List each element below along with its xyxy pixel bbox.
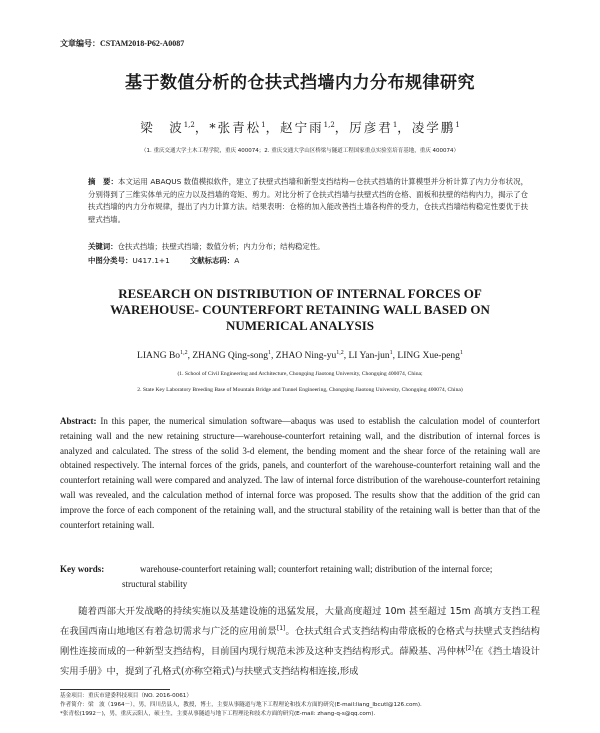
english-title: RESEARCH ON DISTRIBUTION OF INTERNAL FORCES OF WAREHOUSE- COUNTERFORT RETAINING WALL BASED ON NUMERICAL ANALYSIS [110,286,490,333]
abstract-text: 本文运用 ABAQUS 数值模拟软件，建立了扶壁式挡墙和新型支挡结构—仓扶式挡墙的计算模型并分析计算了内力分布状况，分别得到了三维实体单元的应力以及挡墙的弯矩、剪力。对比分析了仓扶式挡墙与扶壁式挡的仓格、面板和扶壁的结构内力，揭示了仓扶式挡墙的内力分布规律，提出了内力计算方法。结果表明：仓格的加入能改善挡土墙各构件的受力，仓扶式挡墙结构稳定性要优于扶壁式挡墙。 [88,177,528,224]
chinese-abstract [88,176,528,226]
author-affil-mark: 1 [268,350,272,356]
author-affil-mark: 1,2 [183,120,195,129]
author-name: ZHAO Ning-yu [275,351,337,362]
author-affil-mark: 1,2 [336,350,344,356]
class-number-label: 中图分类号： [88,256,133,265]
doc-code-label: 文献标志码： [189,256,235,265]
keywords-text: 仓扶式挡墙；扶壁式挡墙；数值分析；内力分布；结构稳定性。 [117,242,325,251]
abstract-label: 摘 要： [88,177,118,186]
keywords-label: 关键词： [88,242,118,251]
chinese-title: 基于数值分析的仓扶式挡墙内力分布规律研究 [125,73,475,93]
abstract-label: Abstract: [60,416,97,426]
affiliation-line-2: 2. State Key Laboratory Breeding Base of Mountain Bridge and Tunnel Engineering, Chongqing Jiaotong University, Chongqing 400074, China) [137,387,463,393]
english-affiliations [40,366,560,398]
abstract-text: In this paper, the numerical simulation software—abaqus was used to establish the calculation model of counterfort retaining wall and the new retaining structure—warehouse-counterfort retaining wall, and the distribution of internal forces is analyzed and calculated. The stress of the solid 3-d element, the bending moment and the shear force of the retaining wall are obtained respectively. The internal forces of the grids, panels, and counterfort of the warehouse-counterfort retaining wall and the counterfort retaining wall were compared and analyzed. The law of internal force distribution of the warehouse-counterfort retaining wall was revealed, and the calculation method of internal force was proposed. The results show that the addition of the grid can improve the force of each component of the retaining wall, and the structural stability of the retaining wall is better than that of the counterfort retaining wall. [60,416,540,530]
author-name: *张青松 [209,120,262,135]
author-affil-mark: 1 [459,350,463,356]
body-text-part: 。仓扶式组合式支挡结构由带底板的仓格式与扶壁式支挡结构刚性连接而成的一种新型支挡结构，目前国内现行规范未涉及这种支挡结构形式。薛殿基、冯仲林 [60,626,540,657]
footnotes [60,692,540,718]
chinese-author-list: 梁 波$^{1,2}$，*张青松$^1$，赵宁雨$^{1,2}$，厉彦君$^1$，凌学鹏$^1$ [140,120,460,135]
english-abstract [60,414,540,532]
english-keywords [60,562,540,591]
chinese-keywords [88,241,528,252]
author-name: LI Yan-jun [348,351,390,362]
keywords-label: Key words: [60,564,105,574]
footnote-divider [60,689,170,690]
intro-paragraph [60,602,540,682]
classification-line [88,255,528,266]
author-name: LING Xue-peng [397,351,460,362]
class-number-value: U417.1+1 [132,256,170,265]
keywords-line-2: structural stability [122,578,188,589]
author-name: 凌学鹏 [411,120,456,135]
author-name: LIANG Bo [137,351,181,362]
author-affil-mark: 1 [389,350,393,356]
author-affil-mark: 1,2 [180,350,188,356]
author-name: ZHANG Qing-song [192,351,269,362]
english-author-list: LIANG Bo$^{1,2}$, ZHANG Qing-song$^1$, ZHAO Ning-yu$^{1,2}$, LI Yan-jun$^1$, LING Xue-peng$^1$ [137,350,463,362]
author-name: 赵宁雨 [280,120,324,135]
author-affil-mark: 1 [392,120,398,129]
body-text-part: 在《挡土墙设计实用手册》中，提到了孔格式(亦称空箱式)与扶壁式支挡结构相连接,形成 [60,646,540,677]
article-number: 文章编号：CSTAM2018-P62-A0087 [60,39,185,48]
author-affil-mark: 1,2 [323,120,335,129]
footnote-fund: 基金项目：重庆市建委科技项目（NO. 2016-0061） [60,693,192,699]
keywords-line-1: warehouse-counterfort retaining wall; counterfort retaining wall; distribution of the internal force; [140,564,493,574]
body-text-part: 随着西部大开发战略的持续实施以及基建设施的迅猛发展，大量高度超过 10m 甚至超过 15m 高填方支挡工程在我国西南山地地区有着急切需求与广泛的应用前景 [60,606,540,637]
footnote-author-1: 作者简介：梁 波（1964－），男，四川岳县人，教授，博士，主要从事隧道与地下工程理论和技术方面的研究(E-mail:liang_lbcutl@126.com). [60,701,422,708]
chinese-affiliation: （1. 重庆交通大学土木工程学院，重庆 400074；2. 重庆交通大学山区桥梁与隧道工程国家重点实验室培育基地，重庆 400074） [141,148,459,154]
citation-ref: [2] [465,644,474,652]
author-affil-mark: 1 [455,120,460,129]
author-name: 梁 波 [140,120,184,135]
doc-code-value: A [234,256,240,265]
author-name: 厉彦君 [349,120,393,135]
author-affil-mark: 1 [261,120,266,129]
affiliation-line-1: (1. School of Civil Engineering and Architecture, Chongqing Jiaotong University, Chongqing 400074, China; [177,371,423,377]
citation-ref: [1] [276,624,286,632]
footnote-author-2: *张青松(1992－)，男，重庆云阳人，硕士生，主要从事隧道与地下工程理论和技术方面的研究(E-mail: zhang-q-s@qq.com). [60,710,376,717]
